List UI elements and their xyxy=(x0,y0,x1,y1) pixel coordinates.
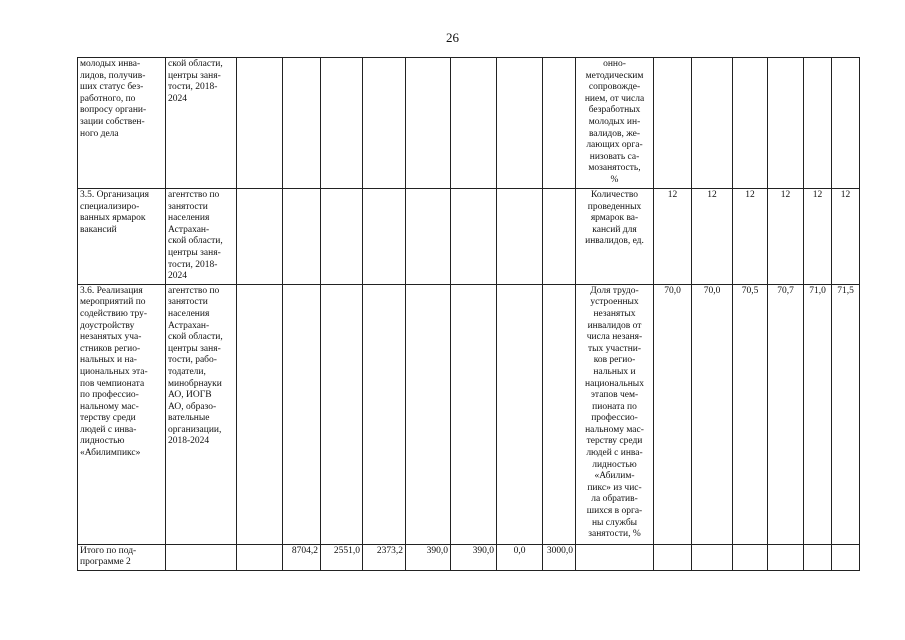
empty-cell xyxy=(283,189,321,285)
empty-cell xyxy=(237,544,283,570)
target-cell: 12 xyxy=(768,189,804,285)
empty-cell xyxy=(497,58,543,189)
target-cell: 12 xyxy=(804,189,832,285)
empty-cell xyxy=(363,58,406,189)
target-cell xyxy=(804,58,832,189)
indicator-cell: Количество проведенных ярмарок ва- кансий для инвалидов, ед. xyxy=(576,189,654,285)
empty-cell xyxy=(406,58,451,189)
table-row-total xyxy=(78,544,860,570)
executor-cell: агентство по занятости населения Астрахан- ской области, центры заня- тости, 2018- 2024 xyxy=(166,189,237,285)
target-cell: 70,0 xyxy=(692,284,733,544)
empty-cell xyxy=(283,284,321,544)
program-table xyxy=(77,57,860,571)
total-value: 8704,2 xyxy=(283,544,321,570)
empty-cell xyxy=(768,544,804,570)
target-cell: 71,0 xyxy=(804,284,832,544)
empty-cell xyxy=(654,544,692,570)
target-cell xyxy=(654,58,692,189)
empty-cell xyxy=(363,189,406,285)
empty-cell xyxy=(166,544,237,570)
empty-cell xyxy=(804,544,832,570)
empty-cell xyxy=(543,189,576,285)
empty-cell xyxy=(321,189,363,285)
empty-cell xyxy=(406,189,451,285)
empty-cell xyxy=(237,189,283,285)
total-label: Итого по под- программе 2 xyxy=(78,544,166,570)
empty-cell xyxy=(451,284,497,544)
indicator-cell: Доля трудо- устроенных незанятых инвалидов от числа незаня- тых участни- ков регио- нальных и национальных этапов чем- пионата по профессио- нальному мас- терству среди людей с инва- лидностью «Абилим- пикс» из чис- ла обратив- шихся в орга- ны службы занятости, % xyxy=(576,284,654,544)
table-row-3-6 xyxy=(78,284,860,544)
empty-cell xyxy=(363,284,406,544)
empty-cell xyxy=(451,58,497,189)
empty-cell xyxy=(543,58,576,189)
empty-cell xyxy=(543,284,576,544)
empty-cell xyxy=(451,189,497,285)
empty-cell xyxy=(576,544,654,570)
target-cell xyxy=(733,58,768,189)
executor-cell: агентство по занятости населения Астрахан- ской области, центры заня- тости, рабо- тодатели, минобрнауки АО, ИОГВ АО, образо- вательные организации, 2018-2024 xyxy=(166,284,237,544)
event-cell: молодых инва- лидов, получив- ших статус без- работного, по вопросу органи- зации собствен- ного дела xyxy=(78,58,166,189)
event-cell: 3.5. Организация специализиро- ванных ярмарок вакансий xyxy=(78,189,166,285)
page-number: 26 xyxy=(446,30,459,45)
empty-cell xyxy=(692,544,733,570)
target-cell: 12 xyxy=(733,189,768,285)
empty-cell xyxy=(406,284,451,544)
empty-cell xyxy=(237,284,283,544)
target-cell xyxy=(832,58,860,189)
target-cell: 70,0 xyxy=(654,284,692,544)
indicator-cell: онно- методическим сопровожде- нием, от числа безработных молодых ин- валидов, же- лающих орга- низовать са- мозанятость, % xyxy=(576,58,654,189)
total-value: 2373,2 xyxy=(363,544,406,570)
target-cell: 70,7 xyxy=(768,284,804,544)
table-row-continuation xyxy=(78,58,860,189)
total-value: 390,0 xyxy=(406,544,451,570)
empty-cell xyxy=(497,189,543,285)
target-cell: 12 xyxy=(832,189,860,285)
event-cell: 3.6. Реализация мероприятий по содействию тру- доустройству незанятых уча- стников регио- нальных и на- циональных эта- пов чемпионата по профессио- нальному мас- терству среди людей с инва- лидностью «Абилимпикс» xyxy=(78,284,166,544)
target-cell: 12 xyxy=(654,189,692,285)
total-value: 2551,0 xyxy=(321,544,363,570)
target-cell xyxy=(692,58,733,189)
empty-cell xyxy=(497,284,543,544)
total-value: 390,0 xyxy=(451,544,497,570)
empty-cell xyxy=(321,58,363,189)
target-cell: 70,5 xyxy=(733,284,768,544)
total-value: 0,0 xyxy=(497,544,543,570)
empty-cell xyxy=(321,284,363,544)
target-cell: 71,5 xyxy=(832,284,860,544)
empty-cell xyxy=(283,58,321,189)
total-value: 3000,0 xyxy=(543,544,576,570)
empty-cell xyxy=(832,544,860,570)
empty-cell xyxy=(733,544,768,570)
empty-cell xyxy=(237,58,283,189)
executor-cell: ской области, центры заня- тости, 2018- 2024 xyxy=(166,58,237,189)
table-row-3-5 xyxy=(78,189,860,285)
target-cell xyxy=(768,58,804,189)
target-cell: 12 xyxy=(692,189,733,285)
